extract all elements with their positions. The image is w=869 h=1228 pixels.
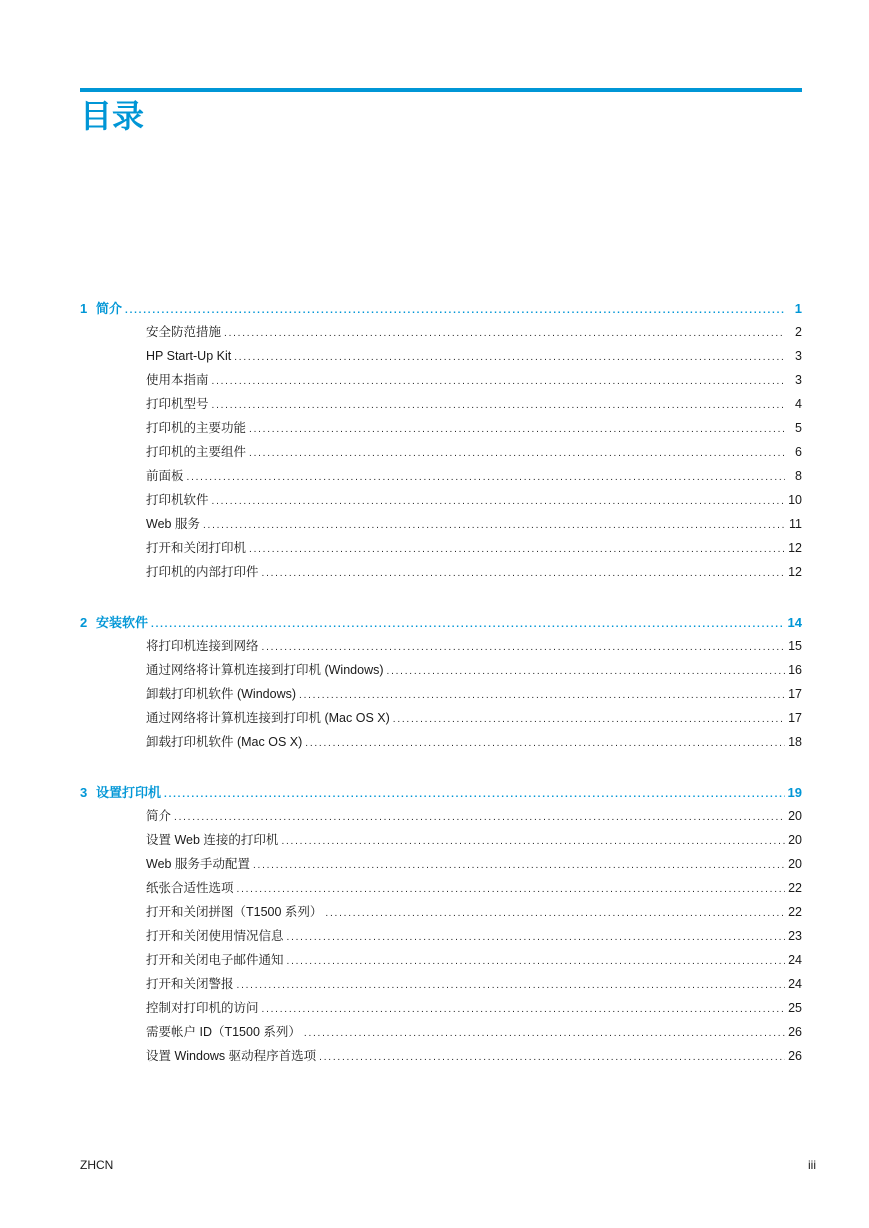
section-page-number: 18 [788,735,802,749]
dot-leader [164,790,785,800]
chapter-number: 2 [80,615,88,630]
toc-section-entry[interactable] [80,488,802,512]
toc-section-entry[interactable] [80,972,802,996]
chapter-page-number: 14 [787,615,802,630]
toc-section-entry[interactable] [80,948,802,972]
toc-chapter-2 [80,611,802,754]
section-page-number: 12 [788,541,802,555]
section-page-number: 20 [788,833,802,847]
toc-section-entry[interactable] [80,682,802,706]
toc-section-entry[interactable] [80,320,802,344]
section-title: 需要帐户 ID（T1500 系列） [146,1025,301,1039]
dot-leader [249,449,785,459]
section-page-number: 8 [795,469,802,483]
section-title: HP Start-Up Kit [146,349,232,363]
dot-leader [249,425,785,435]
section-page-number: 25 [788,1001,802,1015]
dot-leader [287,957,785,967]
toc-section-entry[interactable] [80,804,802,828]
dot-leader [393,715,785,725]
toc-section-entry[interactable] [80,344,802,368]
section-page-number: 15 [788,639,802,653]
section-title: Web 服务手动配置 [146,857,250,871]
dot-leader [212,497,785,507]
section-title: 设置 Windows 驱动程序首选项 [146,1049,317,1063]
dot-leader [304,1029,785,1039]
section-title: 通过网络将计算机连接到打印机 (Mac OS X) [146,711,390,725]
toc-chapter-entry[interactable] [80,611,802,634]
chapter-title: 安装软件 [96,615,149,630]
dot-leader [212,377,785,387]
dot-leader [287,933,785,943]
section-page-number: 11 [789,517,802,531]
section-title: 打印机软件 [146,493,209,507]
toc-section-entry[interactable] [80,876,802,900]
section-title: 将打印机连接到网络 [146,639,259,653]
dot-leader [234,353,785,363]
section-page-number: 3 [795,349,802,363]
dot-leader [224,329,785,339]
dot-leader [237,885,785,895]
section-title: 安全防范措施 [146,325,222,339]
chapter-number: 3 [80,785,88,800]
section-title: 打印机的主要功能 [146,421,247,435]
toc-section-entry[interactable] [80,1020,802,1044]
section-title: 卸载打印机软件 (Windows) [146,687,297,701]
toc-section-entry[interactable] [80,730,802,754]
toc-section-entry[interactable] [80,392,802,416]
dot-leader [262,643,785,653]
page-title: 目录 [80,97,145,135]
section-page-number: 20 [788,809,802,823]
section-title: 纸张合适性选项 [146,881,234,895]
section-title: 设置 Web 连接的打印机 [146,833,279,847]
dot-leader [281,837,785,847]
toc-section-entry[interactable] [80,852,802,876]
section-page-number: 2 [795,325,802,339]
section-page-number: 6 [795,445,802,459]
chapter-number: 1 [80,301,88,316]
dot-leader [237,981,785,991]
dot-leader [262,1005,785,1015]
section-title: 打开和关闭电子邮件通知 [146,953,284,967]
section-page-number: 24 [788,977,802,991]
dot-leader [325,909,785,919]
chapter-title: 简介 [96,301,123,316]
section-page-number: 26 [788,1049,802,1063]
toc-section-entry[interactable] [80,924,802,948]
dot-leader [299,691,785,701]
section-page-number: 24 [788,953,802,967]
section-page-number: 20 [788,857,802,871]
section-title: 打开和关闭警报 [146,977,234,991]
section-page-number: 22 [788,881,802,895]
section-page-number: 23 [788,929,802,943]
section-title: 控制对打印机的访问 [146,1001,259,1015]
section-page-number: 22 [788,905,802,919]
toc-section-entry[interactable] [80,560,802,584]
toc-section-entry[interactable] [80,1044,802,1068]
toc-section-entry[interactable] [80,536,802,560]
dot-leader [387,667,785,677]
section-title: 前面板 [146,469,184,483]
section-title: 打开和关闭打印机 [146,541,247,555]
toc-section-entry[interactable] [80,996,802,1020]
dot-leader [125,306,785,316]
section-page-number: 17 [788,687,802,701]
section-title: 打印机型号 [146,397,209,411]
toc-section-entry[interactable] [80,634,802,658]
section-title: 打印机的内部打印件 [146,565,259,579]
section-page-number: 5 [795,421,802,435]
toc-section-entry[interactable] [80,658,802,682]
toc-section-entry[interactable] [80,828,802,852]
toc-chapter-entry[interactable] [80,297,802,320]
table-of-contents [80,297,802,1068]
section-page-number: 10 [788,493,802,507]
dot-leader [253,861,785,871]
dot-leader [262,569,785,579]
toc-chapter-3 [80,781,802,1068]
dot-leader [249,545,785,555]
toc-section-entry[interactable] [80,464,802,488]
section-title: 使用本指南 [146,373,209,387]
section-title: 打开和关闭使用情况信息 [146,929,284,943]
section-title: Web 服务 [146,517,200,531]
section-page-number: 4 [795,397,802,411]
dot-leader [305,739,785,749]
section-title: 通过网络将计算机连接到打印机 (Windows) [146,663,384,677]
dot-leader [187,473,785,483]
section-page-number: 17 [788,711,802,725]
dot-leader [174,813,785,823]
toc-section-entry[interactable] [80,512,802,536]
section-page-number: 16 [788,663,802,677]
title-rule [80,88,802,92]
chapter-page-number: 19 [787,785,802,800]
toc-section-entry[interactable] [80,416,802,440]
chapter-title: 设置打印机 [96,785,162,800]
toc-section-entry[interactable] [80,368,802,392]
toc-section-entry[interactable] [80,706,802,730]
section-title: 打开和关闭拼图（T1500 系列） [146,905,323,919]
section-title: 卸载打印机软件 (Mac OS X) [146,735,303,749]
dot-leader [319,1053,785,1063]
toc-section-entry[interactable] [80,900,802,924]
toc-section-entry[interactable] [80,440,802,464]
toc-chapter-1 [80,297,802,584]
footer-page-number: iii [808,1158,816,1172]
dot-leader [151,620,785,630]
section-title: 打印机的主要组件 [146,445,247,459]
section-page-number: 12 [788,565,802,579]
dot-leader [212,401,785,411]
chapter-page-number: 1 [794,301,802,316]
toc-chapter-entry[interactable] [80,781,802,804]
dot-leader [203,521,785,531]
section-page-number: 26 [788,1025,802,1039]
footer-locale: ZHCN [80,1158,114,1172]
section-title: 简介 [146,809,172,823]
section-page-number: 3 [795,373,802,387]
